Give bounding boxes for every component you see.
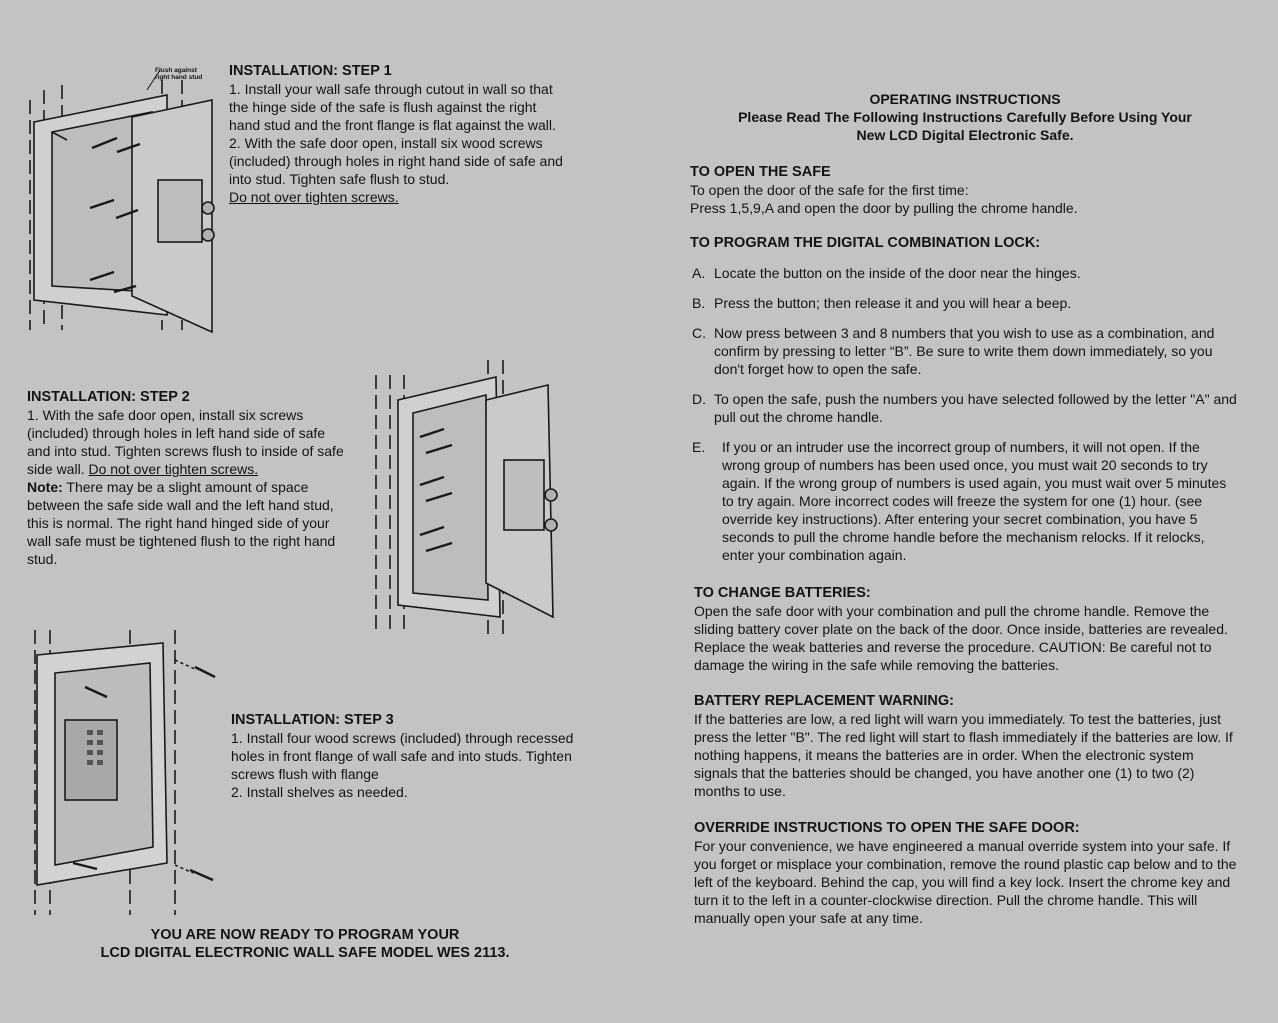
program-step-d: D. To open the safe, push the numbers you have selected followed by the letter "A" and pull out the chrome handle. <box>692 391 1237 425</box>
program-heading: TO PROGRAM THE DIGITAL COMBINATION LOCK: <box>690 235 1041 251</box>
safe-step3-illustration <box>25 625 225 920</box>
step2-note: Note: There may be a slight amount of space between the safe side wall and the left hand stud, this is normal. The right hand hinged side of your wall safe must be tightened flush to the right hand stud. <box>27 479 336 567</box>
safe-step1-illustration <box>22 60 228 335</box>
step3-paragraph-1: 1. Install four wood screws (included) through recessed holes in front flange of wall safe and into studs. Tighten screws flush with flange <box>231 730 574 782</box>
step2-heading: INSTALLATION: STEP 2 <box>27 389 190 405</box>
operating-title: OPERATING INSTRUCTIONS Please Read The Following Instructions Carefully Before Using Your New LCD Digital Electronic Safe. <box>738 91 1192 143</box>
step1-paragraph-2: 2. With the safe door open, install six wood screws (included) through holes in right hand side of safe and into stud. Tighten safe flush to stud. <box>229 135 563 187</box>
step1-warning: Do not over tighten screws. <box>229 189 399 205</box>
program-step-e: E. If you or an intruder use the incorrect group of numbers, it will not open. If the wrong group of numbers has been used once, you must wait 20 seconds to try again. If the wrong group of numbers is used again, you must wait over 5 minutes to try again. More incorrect codes will freeze the system for one (1) hour. (see override key instructions). After entering your secret combination, you have 5 seconds to pull the chrome handle before the mechanism relocks. If it relocks, enter your combination again. <box>692 439 1227 563</box>
program-step-a: A. Locate the button on the inside of the door near the hinges. <box>692 265 1081 281</box>
step3-text <box>231 711 576 801</box>
step1-text <box>229 62 569 206</box>
change-batteries-section: TO CHANGE BATTERIES: Open the safe door with your combination and pull the chrome handle. Remove the sliding battery cover plate on the back of the door. Once inside, batteries are revealed. Replace the weak batteries and reverse the procedure. CAUTION: Be careful not to damage the wiring in the safe while removing the batteries. <box>694 585 1228 673</box>
battery-warning-section: BATTERY REPLACEMENT WARNING: If the batteries are low, a red light will warn you immediately. To test the batteries, just press the letter "B". The red light will start to flash immediately if the batteries are low. If nothing happens, it means the batteries are in order. When the electronic system signals that the batteries should be changed, you have another one (1) to two (2) months to use. <box>694 693 1233 799</box>
step3-paragraph-2: 2. Install shelves as needed. <box>231 784 408 800</box>
program-step-c: C. Now press between 3 and 8 numbers that you wish to use as a combination, and confirm by pressing to letter “B”. Be sure to write them down immediately, so you don't forget how to open the safe. <box>692 325 1215 377</box>
step2-text <box>27 388 347 568</box>
override-section: OVERRIDE INSTRUCTIONS TO OPEN THE SAFE DOOR: For your convenience, we have engineered a manual override system into your safe. If you forget or misplace your combination, remove the round plastic cap below and to the left of the keyboard. Behind the cap, you will find a key lock. Insert the chrome key and turn it to the left in a counter-clockwise direction. Pull the chrome handle. This will manually open your safe at any time. <box>694 820 1237 926</box>
step1-heading: INSTALLATION: STEP 1 <box>229 63 392 79</box>
step1-callout: Flush against right hand stud <box>155 67 203 81</box>
ready-message: YOU ARE NOW READY TO PROGRAM YOUR LCD DIGITAL ELECTRONIC WALL SAFE MODEL WES 2113. <box>100 927 510 961</box>
open-safe-section: TO OPEN THE SAFE To open the door of the safe for the first time: Press 1,5,9,A and open the door by pulling the chrome handle. <box>690 164 1078 216</box>
step1-paragraph-1: 1. Install your wall safe through cutout in wall so that the hinge side of the safe is flush against the right hand stud and the front flange is flat against the wall. <box>229 81 556 133</box>
program-step-b: B. Press the button; then release it and you will hear a beep. <box>692 295 1072 311</box>
step3-heading: INSTALLATION: STEP 3 <box>231 712 394 728</box>
safe-step2-illustration <box>368 355 570 640</box>
step2-paragraph-1: 1. With the safe door open, install six screws (included) through holes in left hand side of safe and into stud. Tighten screws flush to inside of safe side wall. Do not over tighten screws. <box>27 407 344 477</box>
